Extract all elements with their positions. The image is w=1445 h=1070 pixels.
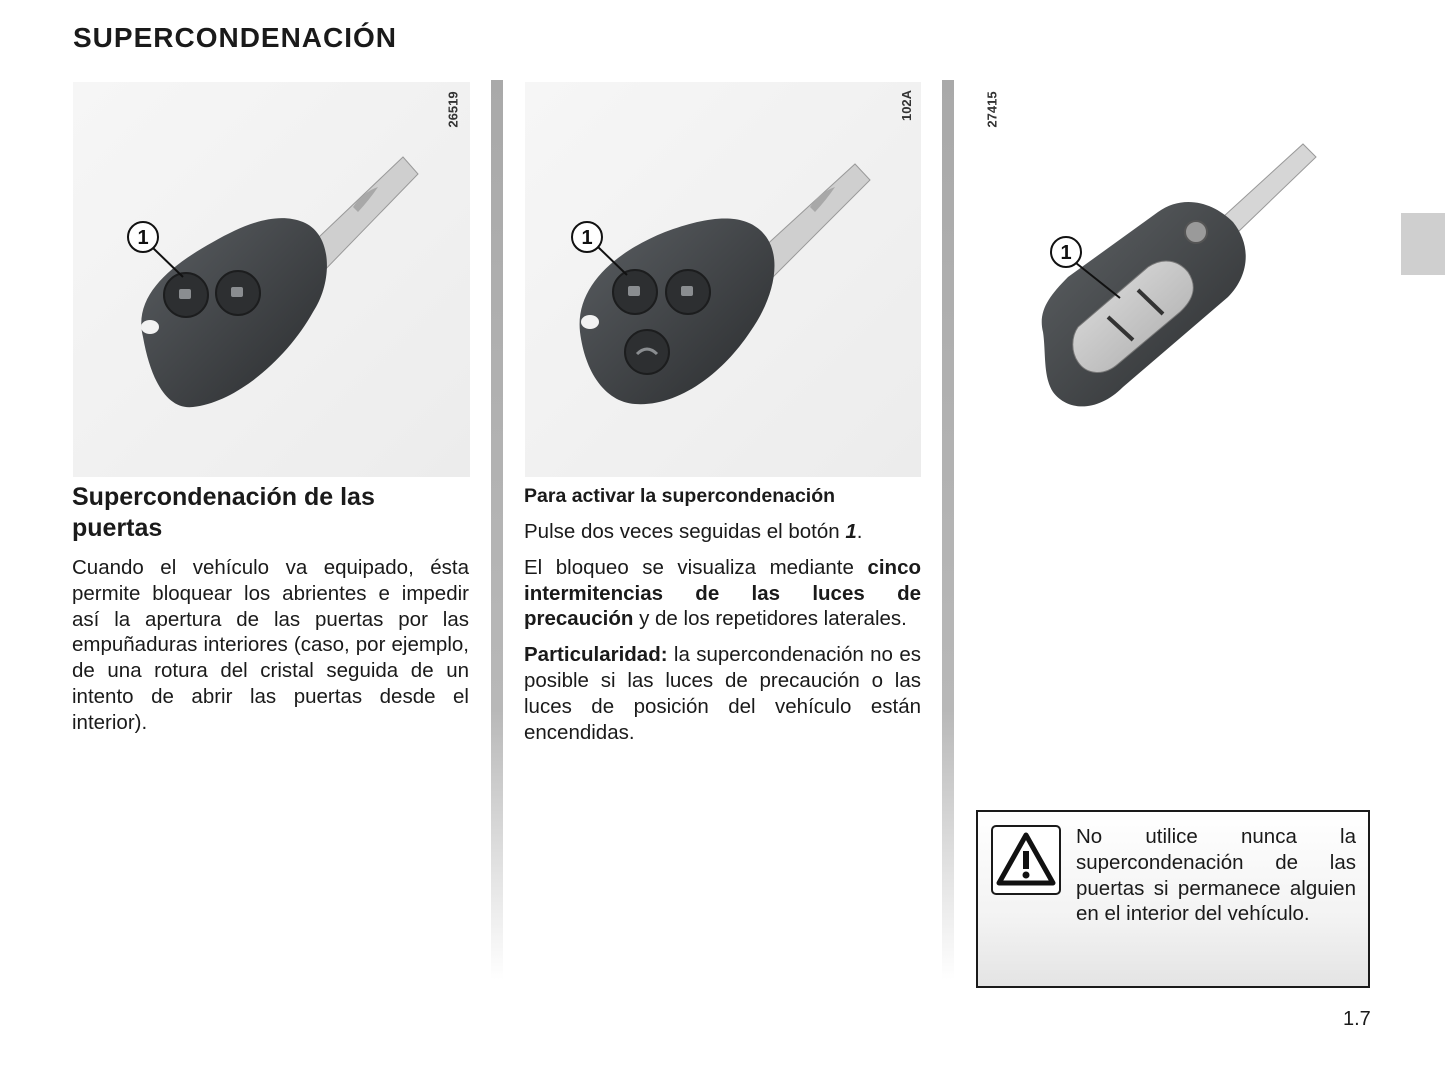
activation-instructions [524, 483, 921, 755]
particularity-note: Particularidad: la supercondenación no es posible si las luces de precaución o las luces de posición del vehículo están encendidas. [524, 643, 921, 744]
key-two-button-illustration [73, 82, 470, 477]
warning-text: No utilice nunca la supercondenación de las puertas si permanece alguien en el interior del vehículo. [1076, 825, 1356, 926]
figure-code: 102A [899, 89, 915, 122]
column-divider [942, 80, 954, 980]
figure-key-two-button [73, 82, 470, 477]
lock-indication: El bloqueo se visualiza mediante cinco intermitencias de las luces de precaución y de los repetidores laterales. [524, 555, 921, 631]
figure-key-three-button [525, 82, 921, 477]
warning-box [976, 810, 1370, 988]
flip-key-illustration [958, 82, 1378, 477]
section-heading: Supercondenación de las puertas [72, 483, 375, 542]
figure-flip-key [958, 82, 1378, 477]
callout-1: 1 [137, 227, 149, 249]
key-three-button-illustration [525, 82, 921, 477]
warning-icon [991, 825, 1061, 895]
activation-step: Pulse dos veces seguidas el botón 1. [524, 520, 863, 543]
figure-code: 27415 [984, 91, 1000, 128]
activation-subheading: Para activar la supercondenación [524, 485, 836, 507]
callout-1: 1 [581, 227, 593, 249]
page-number: 1.7 [1343, 1008, 1371, 1030]
thumb-index-tab [1401, 213, 1445, 275]
page-title: SUPERCONDENACIÓN [73, 22, 398, 53]
column-divider [491, 80, 503, 980]
callout-1: 1 [1060, 242, 1072, 264]
intro-paragraph: Cuando el vehículo va equipado, ésta permite bloquear los abrientes e impedir así la apertura de las puertas por las empuñaduras interiores (caso, por ejemplo, de una rotura del cristal seguida de un intento de abrir las puertas desde el interior). [72, 556, 469, 734]
figure-code: 26519 [445, 91, 461, 128]
